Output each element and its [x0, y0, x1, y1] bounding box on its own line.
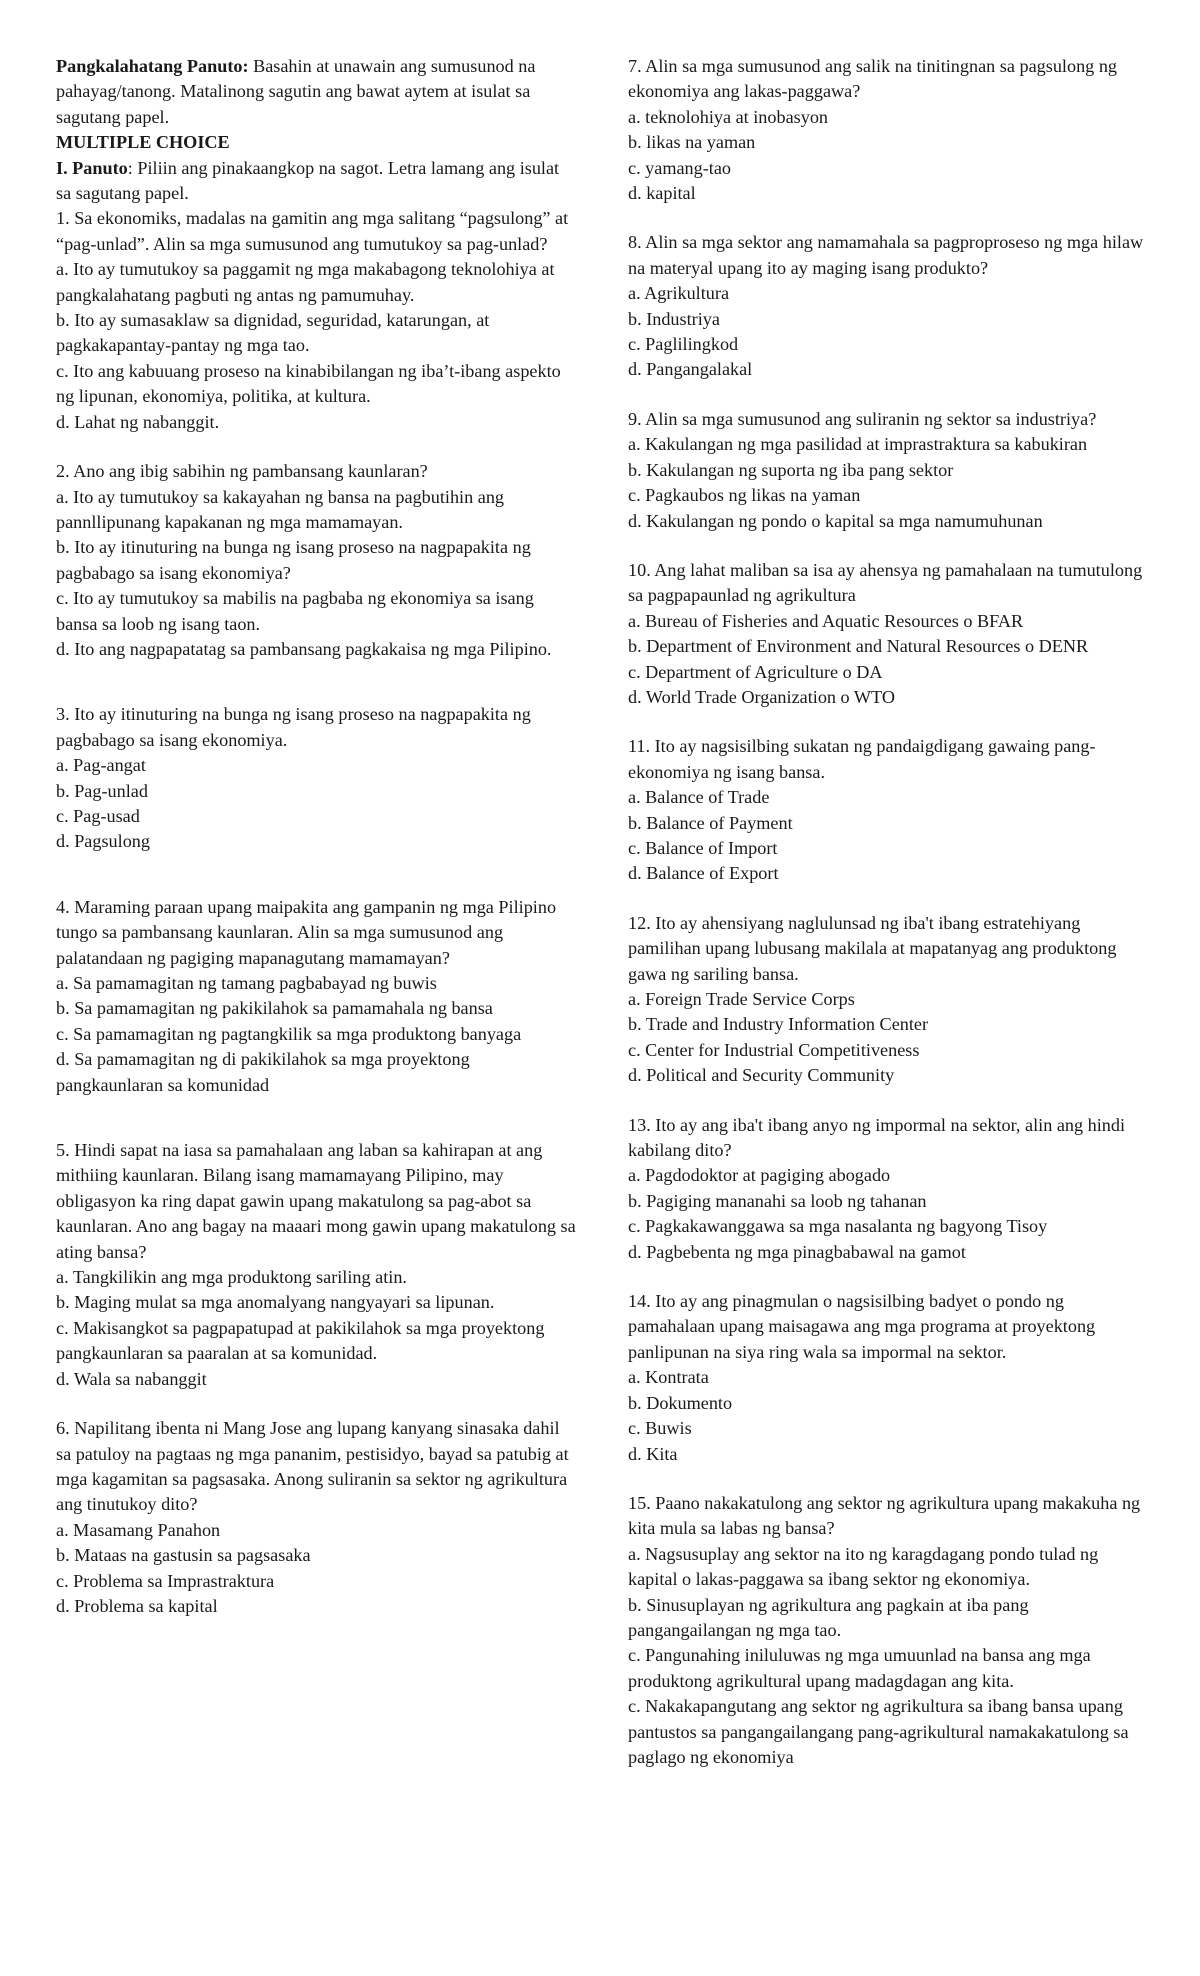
instructions-label: Pangkalahatang Panuto:: [56, 56, 249, 76]
choice-d: d. Kakulangan ng pondo o kapital sa mga namumuhunan: [628, 510, 1043, 531]
choice-a: a. Bureau of Fisheries and Aquatic Resources o BFAR: [628, 610, 1024, 631]
choice-a: a. Nagsusuplay ang sektor na ito ng karagdagang pondo tulad ng kapital o lakas-paggawa sa ibang sektor ng ekonomiya.: [628, 1543, 1099, 1590]
choice-d: d. World Trade Organization o WTO: [628, 686, 895, 707]
choice-b: b. likas na yaman: [628, 132, 756, 153]
choice-a: a. Pagdodoktor at pagiging abogado: [628, 1165, 891, 1186]
choice-a: a. Kakulangan ng mga pasilidad at imprastraktura sa kabukiran: [628, 434, 1088, 455]
choice-d: d. Problema sa kapital: [56, 1595, 218, 1616]
question-stem: 9. Alin sa mga sumusunod ang suliranin ng sektor sa industriya?: [628, 408, 1097, 429]
choice-b: b. Mataas na gastusin sa pagsasaka: [56, 1545, 311, 1566]
choice-c: c. Balance of Import: [628, 837, 778, 858]
question-stem: 1. Sa ekonomiks, madalas na gamitin ang mga salitang “pagsulong” at “pag-unlad”. Alin sa mga sumusunod ang tumutukoy sa pag-unlad?: [56, 208, 569, 254]
question-13: [628, 1113, 1148, 1265]
choice-c: c. yamang-tao: [628, 157, 732, 178]
question-stem: 15. Paano nakakatulong ang sektor ng agrikultura upang makakuha ng kita mula sa labas ng bansa?: [628, 1492, 1141, 1539]
choice-a: a. Foreign Trade Service Corps: [628, 989, 855, 1009]
choice-a: a. Agrikultura: [628, 283, 730, 304]
choice-c: c. Pagkaubos ng likas na yaman: [628, 485, 861, 506]
choice-b: b. Industriya: [628, 308, 720, 329]
left-column: [56, 54, 576, 1976]
choice-c: c. Pagkakawanggawa sa mga nasalanta ng bagyong Tisoy: [628, 1216, 1048, 1237]
choice-a: a. Ito ay tumutukoy sa kakayahan ng bansa na pagbutihin ang pannllipunang kapakanan ng mga mamamayan.: [56, 486, 505, 532]
question-9: [628, 407, 1148, 534]
question-1: [56, 206, 576, 435]
question-10: [628, 558, 1148, 710]
choice-c: c. Buwis: [628, 1418, 692, 1439]
choice-b: b. Trade and Industry Information Center: [628, 1014, 929, 1035]
choice-a: a. teknolohiya at inobasyon: [628, 106, 829, 127]
choice-a: a. Sa pamamagitan ng tamang pagbabayad ng buwis: [56, 973, 437, 993]
choice-d: d. kapital: [628, 183, 696, 204]
choice-b: b. Pag-unlad: [56, 780, 148, 801]
choice-d: d. Kita: [628, 1443, 678, 1464]
question-stem: 14. Ito ay ang pinagmulan o nagsisilbing badyet o pondo ng pamahalaan upang maisagawa ang mga programa at proyektong panlipunan na siya ring wala sa impormal na sektor.: [628, 1291, 1096, 1362]
question-14: [628, 1289, 1148, 1467]
choice-d: d. Political and Security Community: [628, 1065, 895, 1086]
choice-c: c. Center for Industrial Competitiveness: [628, 1039, 920, 1060]
right-column: [628, 54, 1148, 1976]
choice-b: b. Department of Environment and Natural Resources o DENR: [628, 636, 1089, 657]
choice-d: d. Pagsulong: [56, 831, 150, 852]
choice-a: a. Kontrata: [628, 1367, 709, 1388]
choice-b: b. Pagiging mananahi sa loob ng tahanan: [628, 1190, 927, 1211]
choice-d: d. Sa pamamagitan ng di pakikilahok sa mga proyektong pangkaunlaran sa komunidad: [56, 1049, 470, 1095]
general-instructions: [56, 54, 576, 130]
choice-d: d. Balance of Export: [628, 863, 779, 884]
question-stem: 11. Ito ay nagsisilbing sukatan ng pandaigdigang gawaing pang-ekonomiya ng isang bansa.: [628, 736, 1096, 782]
question-12: [628, 911, 1148, 1089]
choice-a: a. Pag-angat: [56, 755, 146, 776]
question-stem: 4. Maraming paraan upang maipakita ang gampanin ng mga Pilipino tungo sa pambansang kaunlaran. Alin sa mga sumusunod ang palatandaan ng pagiging mapanagutang mamamayan?: [56, 896, 557, 968]
choice-b: b. Ito ay itinuturing na bunga ng isang proseso na nagpapakita ng pagbabago sa isang ekonomiya?: [56, 537, 531, 583]
question-7: [628, 54, 1148, 206]
choice-b: b. Dokumento: [628, 1392, 733, 1413]
choice-c: c. Department of Agriculture o DA: [628, 661, 883, 682]
question-4: [56, 895, 576, 1098]
question-2: [56, 459, 576, 662]
choice-a: a. Ito ay tumutukoy sa paggamit ng mga makabagong teknolohiya at pangkalahatang pagbuti ng antas ng pamumuhay.: [56, 259, 555, 305]
question-stem: 12. Ito ay ahensiyang naglulunsad ng iba't ibang estratehiyang pamilihan upang lubusang makilala at mapatanyag ang produktong gawa ng sariling bansa.: [628, 912, 1117, 984]
choice-c: c. Problema sa Imprastraktura: [56, 1570, 275, 1591]
choice-a: a. Masamang Panahon: [56, 1519, 221, 1540]
choice-c: c. Makisangkot sa pagpapatupad at pakikilahok sa mga proyektong pangkaunlaran sa paaralan at sa komunidad.: [56, 1317, 545, 1364]
choice-b: b. Ito ay sumasaklaw sa dignidad, seguridad, katarungan, at pagkakapantay-pantay ng mga tao.: [56, 310, 490, 356]
choice-b: b. Maging mulat sa mga anomalyang nangyayari sa lipunan.: [56, 1292, 495, 1313]
choice-d: c. Nakakapangutang ang sektor ng agrikultura sa ibang bansa upang pantustos sa pangangailangang pang-agrikultural namakakatulong sa paglago ng ekonomiya: [628, 1696, 1129, 1767]
question-stem: 13. Ito ay ang iba't ibang anyo ng impormal na sektor, alin ang hindi kabilang dito?: [628, 1114, 1126, 1161]
question-5: [56, 1138, 576, 1392]
section-title: MULTIPLE CHOICE: [56, 132, 230, 153]
instructions-text: Basahin at unawain ang sumusunod na pahayag/tanong. Matalinong sagutin ang bawat aytem at isulat sa sagutang papel.: [56, 56, 536, 127]
question-6: [56, 1416, 576, 1619]
question-8: [628, 230, 1148, 382]
choice-a: a. Balance of Trade: [628, 787, 770, 808]
choice-c: c. Pag-usad: [56, 805, 140, 826]
panuto-text: : Piliin ang pinakaangkop na sagot. Letra lamang ang isulat sa sagutang papel.: [56, 157, 560, 204]
question-15: [628, 1491, 1148, 1770]
question-stem: 5. Hindi sapat na iasa sa pamahalaan ang laban sa kahirapan at ang mithiing kaunlaran. Bilang isang mamamayang Pilipino, may obligasyon ka ring dapat gawin upang makatulong sa pag-abot sa kaunlaran. Ano ang bagay na maaari mong gawin upang makatulong sa ating bansa?: [56, 1140, 576, 1262]
choice-d: d. Pangangalakal: [628, 359, 753, 380]
choice-d: d. Pagbebenta ng mga pinagbabawal na gamot: [628, 1241, 966, 1262]
choice-b: b. Sinusuplayan ng agrikultura ang pagkain at iba pang pangangailangan ng mga tao.: [628, 1594, 1029, 1640]
question-stem: 10. Ang lahat maliban sa isa ay ahensya ng pamahalaan na tumutulong sa pagpapaunlad ng agrikultura: [628, 559, 1143, 606]
question-stem: 3. Ito ay itinuturing na bunga ng isang proseso na nagpapakita ng pagbabago sa isang ekonomiya.: [56, 704, 531, 750]
panuto-label: I. Panuto: [56, 157, 128, 178]
choice-d: d. Wala sa nabanggit: [56, 1368, 207, 1389]
choice-c: c. Pangunahing iniluluwas ng mga umuunlad na bansa ang mga produktong agrikultural upang madagdagan ang kita.: [628, 1645, 1091, 1691]
choice-c: c. Ito ay tumutukoy sa mabilis na pagbaba ng ekonomiya sa isang bansa sa loob ng isang taon.: [56, 588, 534, 634]
question-11: [628, 734, 1148, 886]
section-instructions: [56, 156, 576, 207]
question-stem: 2. Ano ang ibig sabihin ng pambansang kaunlaran?: [56, 461, 428, 482]
question-stem: 6. Napilitang ibenta ni Mang Jose ang lupang kanyang sinasaka dahil sa patuloy na pagtaas ng mga pananim, pestisidyo, bayad sa patubig at mga kagamitan sa pagsasaka. Anong suliranin sa sektor ng agrikultura ang tinutukoy dito?: [56, 1418, 569, 1515]
question-3: [56, 702, 576, 854]
choice-d: d. Ito ang nagpapatatag sa pambansang pagkakaisa ng mga Pilipino.: [56, 638, 552, 659]
choice-d: d. Lahat ng nabanggit.: [56, 411, 220, 432]
question-stem: 7. Alin sa mga sumusunod ang salik na tinitingnan sa pagsulong ng ekonomiya ang lakas-paggawa?: [628, 56, 1118, 102]
choice-c: c. Sa pamamagitan ng pagtangkilik sa mga produktong banyaga: [56, 1023, 522, 1044]
choice-c: c. Paglilingkod: [628, 334, 739, 355]
choice-b: b. Sa pamamagitan ng pakikilahok sa pamamahala ng bansa: [56, 998, 493, 1019]
question-stem: 8. Alin sa mga sektor ang namamahala sa pagproproseso ng mga hilaw na materyal upang ito ay maging isang produkto?: [628, 232, 1144, 278]
choice-b: b. Kakulangan ng suporta ng iba pang sektor: [628, 459, 954, 480]
choice-b: b. Balance of Payment: [628, 812, 793, 833]
choice-c: c. Ito ang kabuuang proseso na kinabibilangan ng iba’t-ibang aspekto ng lipunan, ekonomiya, politika, at kultura.: [56, 360, 561, 407]
choice-a: a. Tangkilikin ang mga produktong sariling atin.: [56, 1267, 407, 1288]
